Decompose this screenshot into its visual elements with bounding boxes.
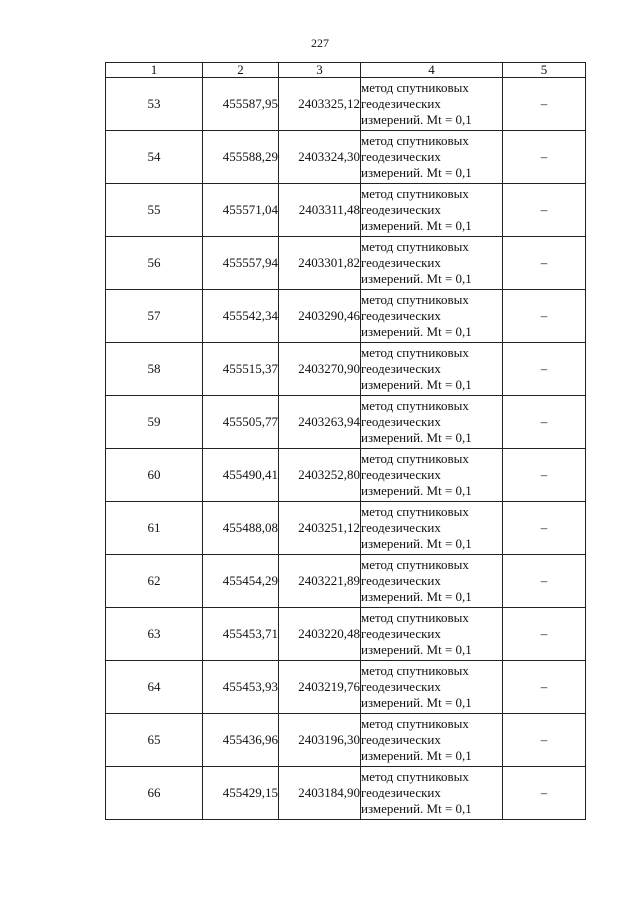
coord-x: 455587,95 [203,78,279,131]
method-line-1: метод спутниковых [361,239,469,254]
coord-x: 455505,77 [203,396,279,449]
header-col-4: 4 [361,63,503,78]
method-line-1: метод спутниковых [361,557,469,572]
method-cell [361,343,503,396]
coord-x: 455453,93 [203,661,279,714]
coord-y: 2403196,30 [279,714,361,767]
coord-y: 2403220,48 [279,608,361,661]
header-col-5: 5 [503,63,586,78]
coord-x: 455571,04 [203,184,279,237]
coord-x: 455453,71 [203,608,279,661]
note: – [503,78,586,131]
method-line-3: измерений. Mt = 0,1 [361,801,472,816]
note: – [503,290,586,343]
note: – [503,555,586,608]
point-number: 66 [106,767,203,820]
header-col-2: 2 [203,63,279,78]
table-row [106,502,586,555]
coord-y: 2403301,82 [279,237,361,290]
table-body [106,78,586,820]
coord-y: 2403252,80 [279,449,361,502]
coord-y: 2403221,89 [279,555,361,608]
method-line-1: метод спутниковых [361,716,469,731]
table-row [106,290,586,343]
coord-x: 455429,15 [203,767,279,820]
note: – [503,714,586,767]
method-cell [361,78,503,131]
method-line-3: измерений. Mt = 0,1 [361,642,472,657]
coordinates-table [105,62,586,820]
method-line-2: геодезических [361,202,441,217]
note: – [503,396,586,449]
method-line-1: метод спутниковых [361,610,469,625]
note: – [503,502,586,555]
coord-x: 455488,08 [203,502,279,555]
method-line-1: метод спутниковых [361,186,469,201]
method-line-2: геодезических [361,255,441,270]
method-line-2: геодезических [361,679,441,694]
point-number: 56 [106,237,203,290]
coord-y: 2403325,12 [279,78,361,131]
method-line-2: геодезических [361,361,441,376]
method-line-2: геодезических [361,626,441,641]
note: – [503,661,586,714]
method-line-1: метод спутниковых [361,80,469,95]
table-header-row [106,63,586,78]
method-cell [361,502,503,555]
point-number: 55 [106,184,203,237]
method-cell [361,449,503,502]
coord-y: 2403270,90 [279,343,361,396]
coord-x: 455490,41 [203,449,279,502]
point-number: 59 [106,396,203,449]
method-cell [361,131,503,184]
method-cell [361,767,503,820]
method-cell [361,661,503,714]
method-line-2: геодезических [361,573,441,588]
method-line-3: измерений. Mt = 0,1 [361,695,472,710]
table-row [106,661,586,714]
point-number: 54 [106,131,203,184]
coord-y: 2403263,94 [279,396,361,449]
method-line-1: метод спутниковых [361,133,469,148]
coord-x: 455515,37 [203,343,279,396]
table-row [106,714,586,767]
method-cell [361,608,503,661]
method-line-3: измерений. Mt = 0,1 [361,589,472,604]
method-line-1: метод спутниковых [361,504,469,519]
method-line-2: геодезических [361,414,441,429]
note: – [503,343,586,396]
method-cell [361,290,503,343]
method-cell [361,237,503,290]
point-number: 65 [106,714,203,767]
header-col-1: 1 [106,63,203,78]
method-line-3: измерений. Mt = 0,1 [361,324,472,339]
table-row [106,555,586,608]
note: – [503,608,586,661]
method-line-2: геодезических [361,96,441,111]
table-row [106,237,586,290]
table-row [106,78,586,131]
method-line-3: измерений. Mt = 0,1 [361,165,472,180]
method-line-3: измерений. Mt = 0,1 [361,748,472,763]
point-number: 62 [106,555,203,608]
method-line-1: метод спутниковых [361,769,469,784]
point-number: 60 [106,449,203,502]
coord-x: 455436,96 [203,714,279,767]
method-line-2: геодезических [361,732,441,747]
method-cell [361,714,503,767]
table-row [106,131,586,184]
method-line-1: метод спутниковых [361,398,469,413]
coord-y: 2403290,46 [279,290,361,343]
table-row [106,608,586,661]
table-row [106,767,586,820]
point-number: 61 [106,502,203,555]
point-number: 63 [106,608,203,661]
method-line-3: измерений. Mt = 0,1 [361,536,472,551]
method-line-1: метод спутниковых [361,345,469,360]
method-line-2: геодезических [361,467,441,482]
method-cell [361,184,503,237]
point-number: 64 [106,661,203,714]
method-line-3: измерений. Mt = 0,1 [361,218,472,233]
header-col-3: 3 [279,63,361,78]
coord-y: 2403184,90 [279,767,361,820]
method-line-2: геодезических [361,785,441,800]
note: – [503,237,586,290]
table-row [106,184,586,237]
coord-x: 455542,34 [203,290,279,343]
note: – [503,131,586,184]
table-row [106,449,586,502]
coord-x: 455588,29 [203,131,279,184]
method-line-3: измерений. Mt = 0,1 [361,112,472,127]
method-cell [361,555,503,608]
method-line-2: геодезических [361,149,441,164]
point-number: 58 [106,343,203,396]
coord-x: 455557,94 [203,237,279,290]
point-number: 57 [106,290,203,343]
method-line-1: метод спутниковых [361,663,469,678]
method-cell [361,396,503,449]
note: – [503,184,586,237]
note: – [503,767,586,820]
method-line-2: геодезических [361,308,441,323]
method-line-3: измерений. Mt = 0,1 [361,271,472,286]
table-row [106,396,586,449]
point-number: 53 [106,78,203,131]
coord-y: 2403311,48 [279,184,361,237]
page-number: 227 [311,36,329,50]
method-line-3: измерений. Mt = 0,1 [361,377,472,392]
note: – [503,449,586,502]
table-row [106,343,586,396]
coord-y: 2403219,76 [279,661,361,714]
coord-y: 2403251,12 [279,502,361,555]
coord-x: 455454,29 [203,555,279,608]
method-line-3: измерений. Mt = 0,1 [361,483,472,498]
method-line-2: геодезических [361,520,441,535]
coord-y: 2403324,30 [279,131,361,184]
method-line-1: метод спутниковых [361,292,469,307]
method-line-3: измерений. Mt = 0,1 [361,430,472,445]
method-line-1: метод спутниковых [361,451,469,466]
